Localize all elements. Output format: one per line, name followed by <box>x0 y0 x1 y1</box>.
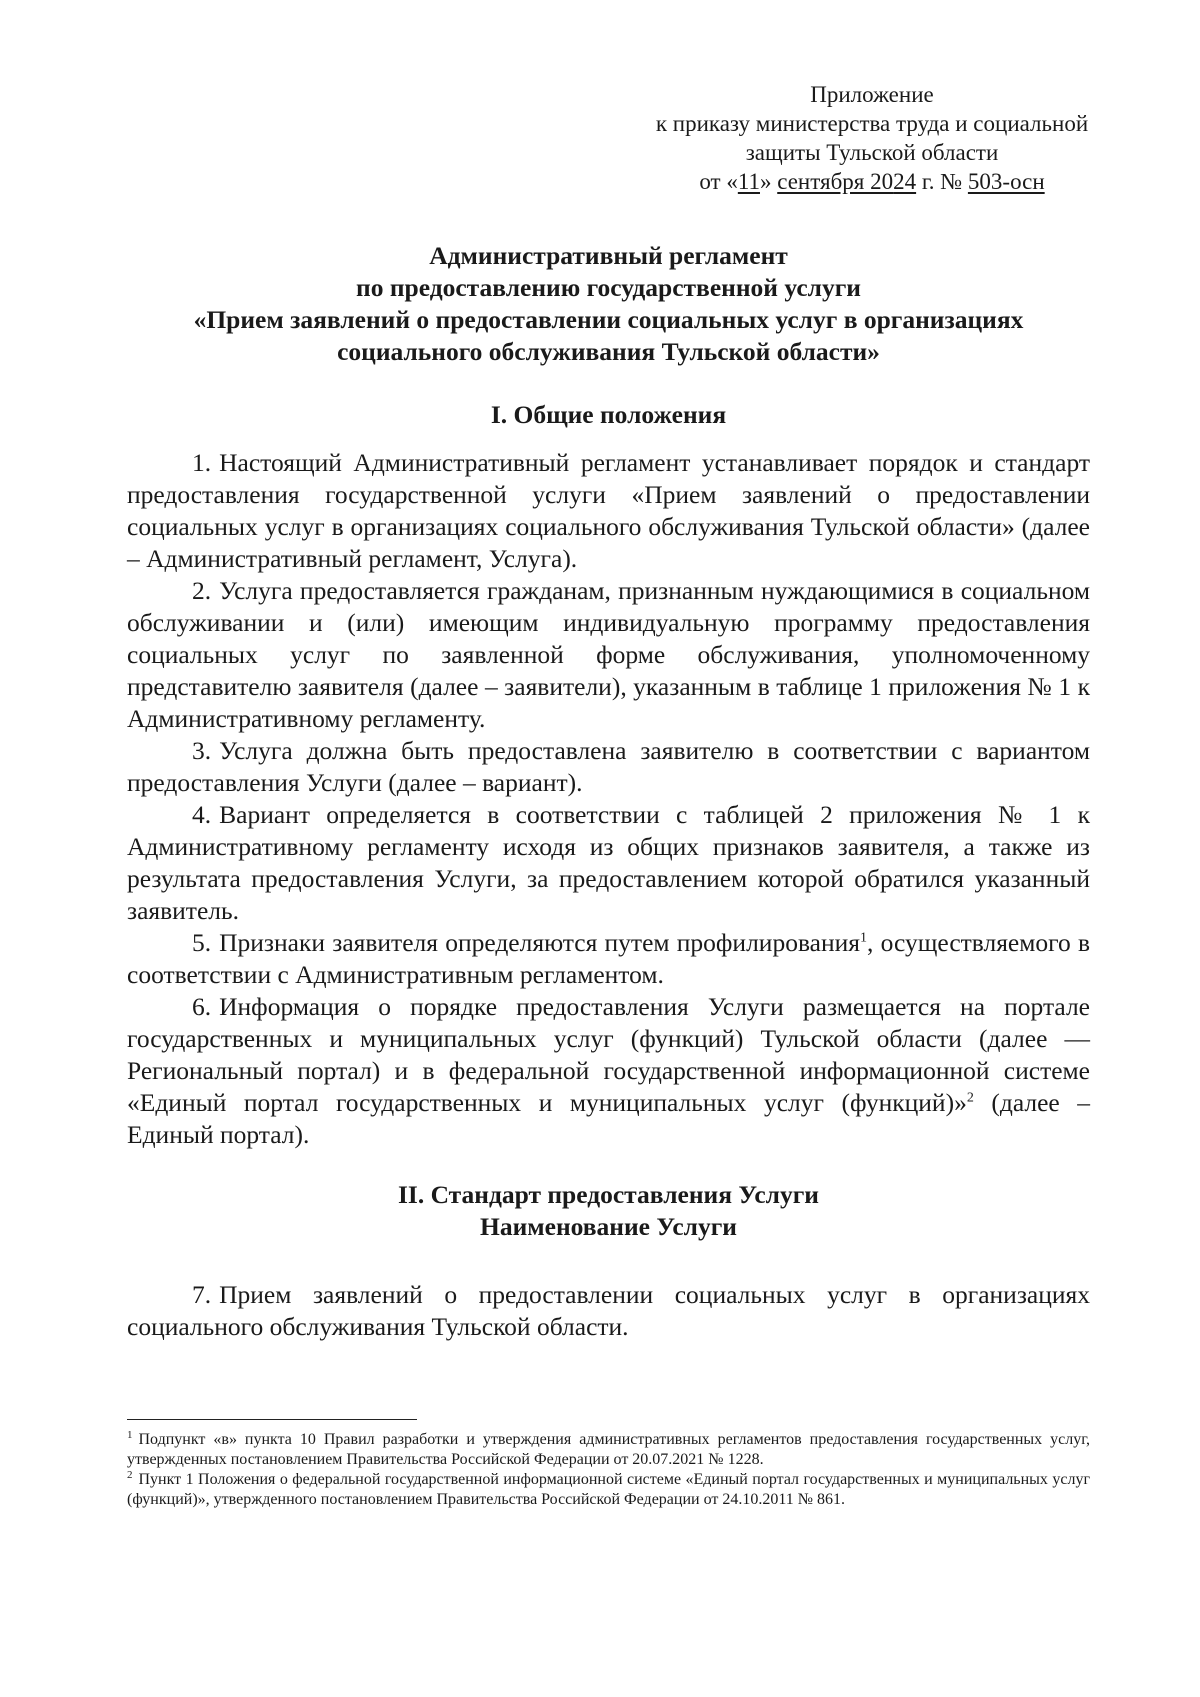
appendix-line: защиты Тульской области <box>745 140 999 165</box>
appendix-header <box>627 80 1117 196</box>
paragraph <box>127 991 1090 1151</box>
paragraph <box>127 575 1090 735</box>
appendix-line: Приложение <box>810 82 934 107</box>
title-line: по предоставлению государственной услуги <box>356 273 861 302</box>
paragraph-text: Вариант определяется в соответствии с таблицей 2 приложения № 1 к Административному регламенту исходя из общих признаков заявителя, а также из результата предоставления Услуги, за предоставлением которой обратился указанный заявитель. <box>127 800 1090 925</box>
paragraph-number: 2. <box>192 576 212 605</box>
paragraph-number: 6. <box>192 992 212 1021</box>
paragraph-text: Услуга предоставляется гражданам, признанным нуждающимися в социальном обслуживании и (или) имеющим индивидуальную программу предоставления социальных услуг по заявленной форме обслуживания, уполномоченному представителю заявителя (далее – заявители), указанным в таблице 1 приложения № 1 к Административному регламенту. <box>127 576 1090 733</box>
title-line: социального обслуживания Тульской области» <box>337 337 880 366</box>
appendix-date-line <box>627 167 1117 196</box>
paragraph-text: (далее – Единый портал). <box>127 1088 1090 1149</box>
section-1-body <box>127 447 1090 1151</box>
paragraph <box>127 927 1090 991</box>
section-2-body <box>127 1279 1090 1343</box>
paragraph-text: Настоящий Административный регламент устанавливает порядок и стандарт предоставления государственной услуги «Прием заявлений о предоставлении социальных услуг в организациях социального обслуживания Тульской области» (далее – Административный регламент, Услуга). <box>127 448 1090 573</box>
subsection-heading: Наименование Услуги <box>480 1212 737 1241</box>
date-separator: » <box>759 169 778 194</box>
appendix-line: к приказу министерства труда и социальной <box>655 111 1089 136</box>
paragraph <box>127 735 1090 799</box>
section-heading-block <box>127 1179 1090 1243</box>
order-number: 503-осн <box>967 169 1045 194</box>
footnote-text: Подпункт «в» пункта 10 Правил разработки и утверждения административных регламентов предоставления государственных услуг, утвержденных постановлением Правительства Российской Федерации от 20.07.2021 № 1228. <box>127 1431 1090 1468</box>
footnotes <box>127 1430 1090 1510</box>
date-day: 11 <box>737 169 760 194</box>
date-prefix: от « <box>699 169 738 194</box>
footnote <box>127 1470 1090 1510</box>
paragraph-text: Услуга должна быть предоставлена заявителю в соответствии с вариантом предоставления Услуги (далее – вариант). <box>127 736 1090 797</box>
footnote-mark: 1 <box>127 1428 133 1441</box>
paragraph <box>127 799 1090 927</box>
section-heading: II. Стандарт предоставления Услуги <box>398 1180 819 1209</box>
date-month: сентября 20 <box>777 169 894 194</box>
footnote-mark: 2 <box>127 1468 133 1481</box>
paragraph-number: 7. <box>192 1280 212 1309</box>
paragraph-text: Прием заявлений о предоставлении социальных услуг в организациях социального обслуживания Тульской области. <box>127 1280 1090 1341</box>
footnote-separator <box>127 1419 417 1420</box>
paragraph <box>127 447 1090 575</box>
paragraph-number: 1. <box>192 448 212 477</box>
footnote-text: Пункт 1 Положения о федеральной государственной информационной системе «Единый портал государственных и муниципальных услуг (функций)», утвержденного постановлением Правительства Российской Федерации от 24.10.2011 № 861. <box>127 1471 1090 1508</box>
date-year: 24 <box>893 169 917 194</box>
footnote <box>127 1430 1090 1470</box>
footnote-ref[interactable]: 1 <box>860 930 867 946</box>
paragraph-number: 5. <box>192 928 212 957</box>
paragraph <box>127 1279 1090 1343</box>
date-separator: г. № <box>916 169 968 194</box>
paragraph-number: 4. <box>192 800 212 829</box>
paragraph-text: , осуществляемого в соответствии с Административным регламентом. <box>127 928 1090 989</box>
footnote-ref[interactable]: 2 <box>966 1090 974 1106</box>
document-title <box>127 240 1090 368</box>
title-line: «Прием заявлений о предоставлении социальных услуг в организациях <box>193 305 1024 334</box>
paragraph-text: Информация о порядке предоставления Услуги размещается на портале государственных и муниципальных услуг (функций) Тульской области (далее — Региональный портал) и в федеральной государственной информационной системе «Единый портал государственных и муниципальных услуг (функций)» <box>127 992 1090 1117</box>
paragraph-number: 3. <box>192 736 212 765</box>
title-line: Административный регламент <box>429 241 788 270</box>
paragraph-text: Признаки заявителя определяются путем профилирования <box>219 928 860 957</box>
section-heading: I. Общие положения <box>490 400 727 429</box>
